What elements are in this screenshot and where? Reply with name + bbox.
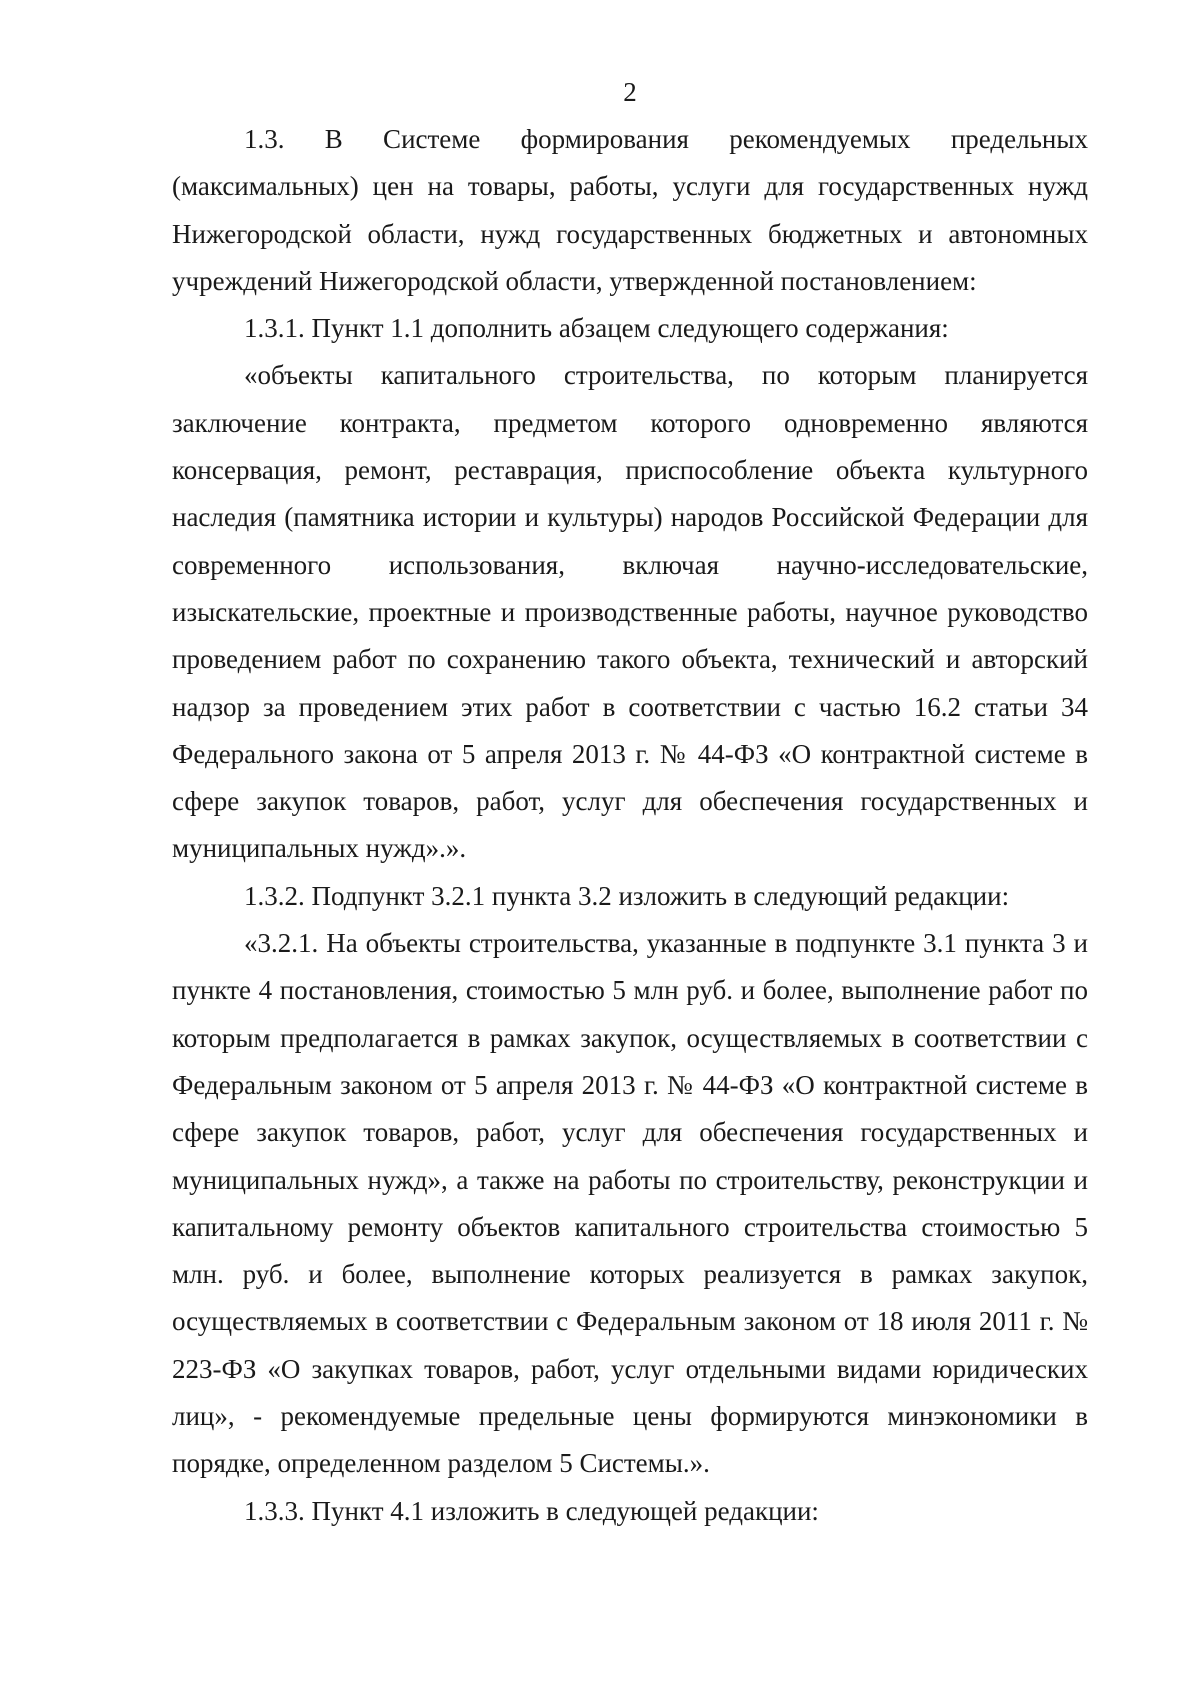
- page-number: 2: [623, 77, 637, 107]
- paragraph-1-3-1: 1.3.1. Пункт 1.1 дополнить абзацем следующего содержания:: [244, 313, 949, 344]
- paragraph-1-3-2-quote: «3.2.1. На объекты строительства, указанные в подпункте 3.1 пункта 3 и пункте 4 постановления, стоимостью 5 млн руб. и более, выполнение работ по которым предполагается в рамках закупок, осуществляемых в соответствии с Федеральным законом от 5 апреля 2013 г. № 44-ФЗ «О контрактной системе в сфере закупок товаров, работ, услуг для обеспечения государственных и муниципальных нужд», а также на работы по строительству, реконструкции и капитальному ремонту объектов капитального строительства стоимостью 5 млн. руб. и более, выполнение которых реализуется в рамках закупок, осуществляемых в соответствии с Федеральным законом от 18 июля 2011 г. № 223-ФЗ «О закупках товаров, работ, услуг отдельными видами юридических лиц», - рекомендуемые предельные цены формируются минэкономики в порядке, определенном разделом 5 Системы.».: [172, 928, 1088, 1479]
- paragraph-1-3-2: 1.3.2. Подпункт 3.2.1 пункта 3.2 изложить в следующий редакции:: [244, 880, 1010, 911]
- paragraph-1-3-1-quote: «объекты капитального строительства, по которым планируется заключение контракта, предметом которого одновременно являются консервация, ремонт, реставрация, приспособление объекта культурного наследия (памятника истории и культуры) народов Российской Федерации для современного использования, включая научно-исследовательские, изыскательские, проектные и производственные работы, научное руководство проведением работ по сохранению такого объекта, технический и авторский надзор за проведением этих работ в соответствии с частью 16.2 статьи 34 Федерального закона от 5 апреля 2013 г. № 44-ФЗ «О контрактной системе в сфере закупок товаров, работ, услуг для обеспечения государственных и муниципальных нужд».».: [172, 360, 1088, 864]
- paragraph-1-3-3: 1.3.3. Пункт 4.1 изложить в следующей редакции:: [244, 1495, 819, 1526]
- paragraph-1-3: 1.3. В Системе формирования рекомендуемых предельных (максимальных) цен на товары, работы, услуги для государственных нужд Нижегородской области, нужд государственных бюджетных и автономных учреждений Нижегородской области, утвержденной постановлением:: [172, 124, 1088, 296]
- document-body: [172, 116, 1088, 1535]
